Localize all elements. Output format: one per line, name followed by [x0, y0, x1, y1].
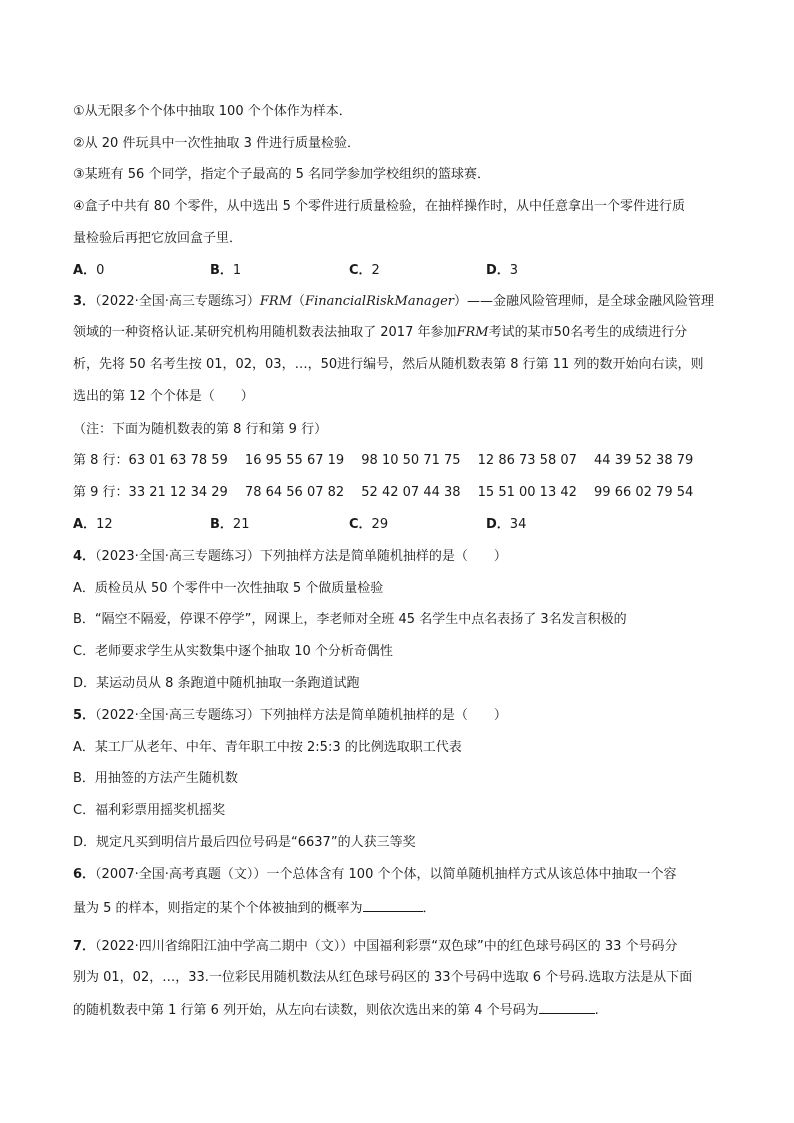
q3-option-c	[349, 516, 388, 534]
row-label: 第 8 行：	[73, 453, 129, 468]
q2-options	[73, 262, 733, 280]
question-text: 中国福利彩票“双色球”中的红色球号码区的 33 个号码分	[353, 939, 678, 954]
random-table-row-8	[73, 452, 733, 470]
q3-line-3: 析，先将 50 名考生按 01，02，03，…，50进行编号，然后从随机数表第 8 行第 11 列的数开始向右读，则	[73, 357, 704, 372]
option-letter: A．	[73, 263, 97, 278]
q4-option-d: D．某运动员从 8 条跑道中随机抽取一条跑道试跑	[73, 676, 360, 691]
q3-line-4: 选出的第 12 个个体是（ ）	[73, 389, 254, 404]
row-data: 63 01 63 78 59 16 95 55 67 19 98 10 50 71 75 12 86 73 58 07 44 39 52 38 79	[128, 453, 694, 468]
question-number: 7．	[73, 939, 96, 954]
question-number: 3．	[73, 294, 96, 309]
q4-stem	[73, 548, 733, 566]
question-number: 6．	[73, 867, 96, 882]
q5-option-d: D．规定凡买到明信片最后四位号码是“6637”的人获三等奖	[73, 835, 416, 850]
answer-blank[interactable]	[539, 1000, 595, 1014]
option-letter: A．	[73, 517, 97, 532]
paren-close: ）	[453, 294, 467, 309]
option-letter: C．	[349, 517, 372, 532]
option-letter: B．	[210, 517, 233, 532]
question-text: 一个总体含有 100 个个体，以简单随机抽样方式从该总体中抽取一个容	[266, 867, 677, 882]
option-text: 12	[96, 517, 113, 532]
question-source: （2007·全国·高考真题（文））	[95, 867, 267, 882]
option-text: 21	[232, 517, 250, 532]
question-source: （2022·四川省绵阳江油中学高二期中（文））	[95, 939, 354, 954]
q3-option-a	[73, 516, 113, 534]
frm-full-term: FinancialRiskManager	[305, 294, 454, 309]
question-number: 5．	[73, 708, 96, 723]
question-text: 的随机数表中第 1 行第 6 列开始，从左向右读数，则依次选出来的第 4 个号码为	[73, 1003, 539, 1018]
question-source: （2022·全国·高三专题练习）	[95, 708, 260, 723]
q3-line-1-rest: ——金融风险管理师，是全球金融风险管理	[467, 294, 715, 309]
q4-option-a: A．质检员从 50 个零件中一次性抽取 5 个做质量检验	[73, 581, 384, 596]
line-end: ．	[422, 901, 436, 916]
option-letter: C．	[349, 263, 372, 278]
question-text: 下列抽样方法是简单随机抽样的是（ ）	[259, 549, 507, 564]
option-letter: D．	[486, 263, 510, 278]
q3-line-2-a: 领域的一种资格认证.某研究机构用随机数表法抽取了 2017 年参加	[73, 325, 457, 340]
q6-line-1	[73, 866, 733, 884]
q4-option-b: B．“隔空不隔爱，停课不停学”，网课上，李老师对全班 45 名学生中点名表扬了 3名发言积极的	[73, 612, 627, 627]
option-text: 34	[509, 517, 527, 532]
q4-option-c: C．老师要求学生从实数集中逐个抽取 10 个分析奇偶性	[73, 644, 393, 659]
q5-option-c: C．福利彩票用摇奖机摇奖	[73, 803, 226, 818]
q2-option-b	[210, 262, 241, 280]
q3-note: （注：下面为随机数表的第 8 行和第 9 行）	[73, 422, 328, 437]
q2-item-4-line-1: ④盒子中共有 80 个零件，从中选出 5 个零件进行质量检验，在抽样操作时，从中任意拿出一个零件进行质	[73, 199, 685, 214]
q2-option-d	[486, 262, 518, 280]
q2-item-4-line-2: 量检验后再把它放回盒子里．	[73, 231, 243, 246]
row-label: 第 9 行：	[73, 485, 129, 500]
random-table-row-9	[73, 484, 733, 502]
q7-line-2: 别为 01，02，…，33.一位彩民用随机数法从红色球号码区的 33个号码中选取 6 个号码.选取方法是从下面	[73, 970, 693, 985]
q3-line-2-b: 考试的某市50名考生的成绩进行分	[488, 325, 688, 340]
question-number: 4．	[73, 549, 96, 564]
line-end: .	[594, 1003, 599, 1018]
q3-line-1	[73, 293, 733, 311]
q5-option-b: B．用抽签的方法产生随机数	[73, 771, 238, 786]
q3-option-b	[210, 516, 249, 534]
q5-option-a: A．某工厂从老年、中年、青年职工中按 2:5:3 的比例选取职工代表	[73, 740, 462, 755]
question-source: （2022·全国·高三专题练习）	[95, 294, 260, 309]
q3-options	[73, 516, 733, 534]
q6-line-2	[73, 898, 733, 918]
paren-open: （	[292, 294, 306, 309]
option-text: 1	[232, 263, 242, 278]
q2-option-c	[349, 262, 380, 280]
option-text: 2	[371, 263, 380, 278]
q3-option-d	[486, 516, 526, 534]
frm-term: FRM	[456, 325, 489, 340]
q3-line-2	[73, 324, 733, 342]
answer-blank[interactable]	[363, 898, 423, 912]
q5-stem	[73, 707, 733, 725]
q2-item-2: ②从 20 件玩具中一次性抽取 3 件进行质量检验．	[73, 136, 360, 151]
q2-item-1: ①从无限多个个体中抽取 100 个个体作为样本．	[73, 104, 352, 119]
option-letter: B．	[210, 263, 233, 278]
q2-item-3: ③某班有 56 个同学，指定个子最高的 5 名同学参加学校组织的篮球赛．	[73, 167, 490, 182]
q7-line-3	[73, 1000, 733, 1020]
option-text: 29	[371, 517, 389, 532]
frm-term: FRM	[259, 294, 293, 309]
question-source: （2023·全国·高三专题练习）	[95, 549, 260, 564]
row-data: 33 21 12 34 29 78 64 56 07 82 52 42 07 44 38 15 51 00 13 42 99 66 02 79 54	[128, 485, 694, 500]
q2-option-a	[73, 262, 104, 280]
option-text: 3	[509, 263, 519, 278]
question-text: 量为 5 的样本，则指定的某个个体被抽到的概率为	[73, 901, 363, 916]
option-letter: D．	[486, 517, 510, 532]
question-text: 下列抽样方法是简单随机抽样的是（ ）	[259, 708, 507, 723]
q7-line-1	[73, 938, 733, 956]
option-text: 0	[96, 263, 105, 278]
